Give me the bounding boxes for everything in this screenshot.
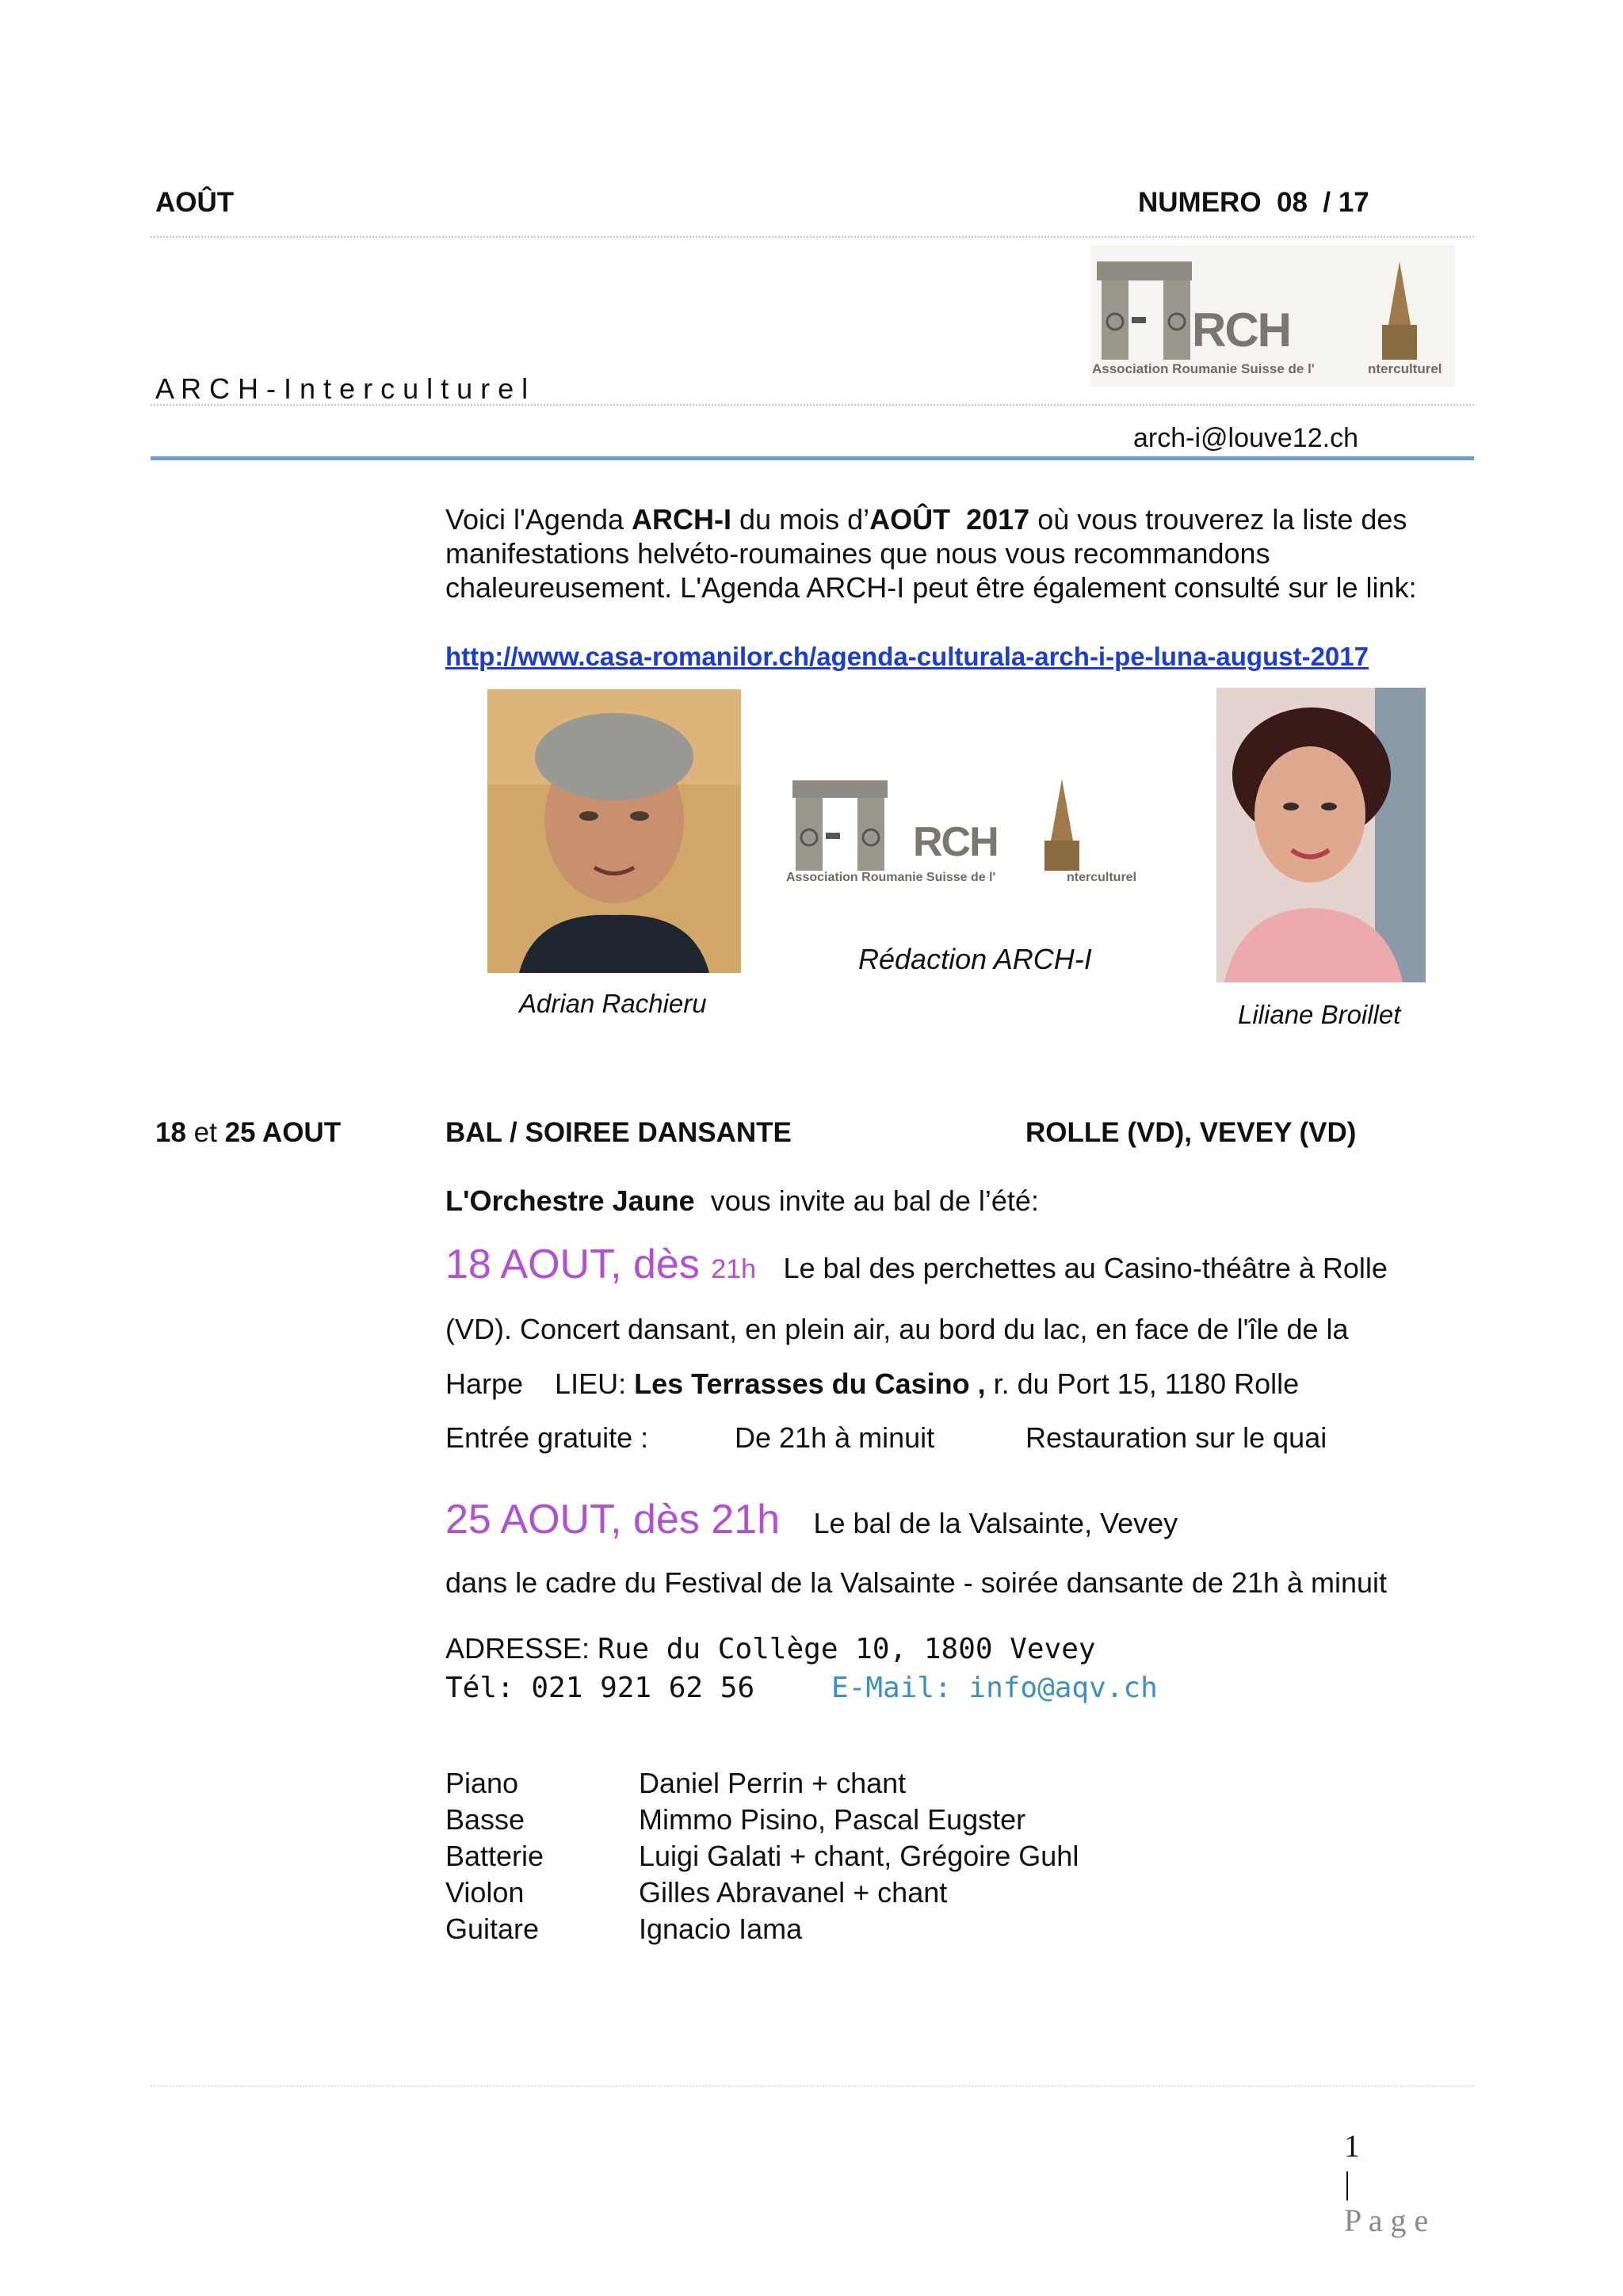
caption-adrian: Adrian Rachieru [519, 989, 707, 1018]
date2-line2: dans le cadre du Festival de la Valsainte - soirée dansante de 21h à minuit [445, 1566, 1388, 1599]
event-date [155, 1117, 341, 1149]
contact-email: arch-i@louve12.ch [1133, 423, 1358, 453]
intro-line-3: chaleureusement. L'Agenda ARCH-I peut être également consulté sur le link: [445, 571, 1417, 604]
agenda-link-wrap [445, 642, 1369, 672]
event-date-bold-2: 25 AOUT [224, 1117, 342, 1148]
intro-bold-archi: ARCH-I [632, 503, 732, 536]
event-title: BAL / SOIREE DANSANTE [445, 1117, 792, 1148]
caption-redaction: Rédaction ARCH-I [858, 943, 1092, 975]
instrument: Violon [445, 1876, 525, 1909]
musician-names: Ignacio Iama [639, 1913, 803, 1945]
logo-tagline-right: nterculturel [1368, 361, 1442, 376]
date2-line [445, 1496, 1178, 1543]
date1-food: Restauration sur le quai [1025, 1421, 1327, 1454]
page-footer [1328, 2090, 1428, 2239]
center-logo-tagline-right: nterculturel [1067, 871, 1137, 884]
logo-tagline-left: Association Roumanie Suisse de l' [1092, 361, 1315, 376]
date1-entry: Entrée gratuite : [445, 1421, 649, 1454]
date1-time: 21h [711, 1254, 757, 1284]
arch-logo-center [785, 772, 1165, 891]
date1-hours: De 21h à minuit [735, 1421, 935, 1454]
footer-divider [151, 2085, 1474, 2087]
arch-logo-header [1090, 246, 1455, 387]
address-label: ADRESSE: [445, 1632, 598, 1665]
date1-venue: Les Terrasses du Casino , [634, 1367, 986, 1400]
instrument: Basse [445, 1803, 525, 1836]
date1-line2: (VD). Concert dansant, en plein air, au bord du lac, en face de l'île de la [445, 1313, 1349, 1345]
event-email[interactable]: E-Mail: info@aqv.ch [831, 1672, 1158, 1704]
phone: Tél: 021 921 62 56 [445, 1672, 755, 1704]
event-location: ROLLE (VD), VEVEY (VD) [1025, 1117, 1357, 1148]
center-logo-tagline-left: Association Roumanie Suisse de l' [786, 871, 996, 884]
intro-line-1 [445, 502, 1476, 536]
intro-line-2: manifestations helvéto-roumaines que nous vous recommandons [445, 537, 1270, 570]
header-divider-top [151, 236, 1474, 238]
photo-adrian-rachieru [487, 689, 741, 973]
address-line [445, 1632, 1096, 1665]
photo-liliane-broillet [1216, 688, 1426, 982]
logo-letters: RCH [1192, 303, 1290, 357]
instrument: Batterie [445, 1840, 544, 1872]
intro-text-3: où vous trouverez la liste des [1029, 503, 1407, 536]
caption-liliane: Liliane Broillet [1238, 1000, 1401, 1029]
instrument: Guitare [445, 1913, 540, 1945]
instrument: Piano [445, 1767, 519, 1799]
orchestra-line [445, 1184, 1039, 1218]
musician-names: Gilles Abravanel + chant [639, 1876, 948, 1909]
portrait-man-icon [487, 689, 741, 973]
header-rule [151, 456, 1474, 460]
page-word: P a g e [1344, 2203, 1429, 2238]
event-date-et: et [185, 1117, 225, 1148]
event-date-bold-1: 18 [155, 1117, 186, 1148]
address-value: Rue du Collège 10, 1800 Vevey [598, 1633, 1096, 1665]
date2-desc: Le bal de la Valsainte, Vevey [813, 1507, 1178, 1539]
date1-line [445, 1241, 1388, 1288]
musician-names: Mimmo Pisino, Pascal Eugster [639, 1803, 1026, 1836]
issue-number: NUMERO 08 / 17 [1138, 187, 1369, 218]
date2-heading: 25 AOUT, dès 21h [445, 1497, 781, 1543]
date1-line3 [445, 1367, 1299, 1401]
date1-lieu-label: Harpe LIEU: [445, 1367, 635, 1400]
page-number: 1 [1344, 2128, 1360, 2164]
portrait-woman-icon [1216, 688, 1426, 982]
date1-address: r. du Port 15, 1180 Rolle [985, 1367, 1300, 1400]
header-divider-middle [151, 404, 1474, 406]
agenda-link[interactable]: http://www.casa-romanilor.ch/agenda-culturala-arch-i-pe-luna-august-2017 [445, 642, 1369, 671]
musician-names: Luigi Galati + chant, Grégoire Guhl [639, 1840, 1079, 1872]
orchestra-invite: vous invite au bal de l’été: [694, 1184, 1039, 1217]
month-heading: AOÛT [155, 187, 235, 218]
orchestra-name: L'Orchestre Jaune [445, 1184, 695, 1217]
intro-bold-month: AOÛT 2017 [869, 503, 1030, 536]
date1-desc: Le bal des perchettes au Casino-théâtre à Rolle [783, 1252, 1388, 1284]
page-separator: | [1344, 2165, 1351, 2201]
center-logo-letters: RCH [913, 819, 998, 865]
date1-heading: 18 AOUT, dès [445, 1241, 712, 1287]
intro-text-2: du mois d’ [731, 503, 870, 536]
org-name: A R C H - I n t e r c u l t u r e l [155, 372, 529, 405]
musician-names: Daniel Perrin + chant [639, 1767, 907, 1799]
intro-text-1: Voici l'Agenda [445, 503, 632, 536]
